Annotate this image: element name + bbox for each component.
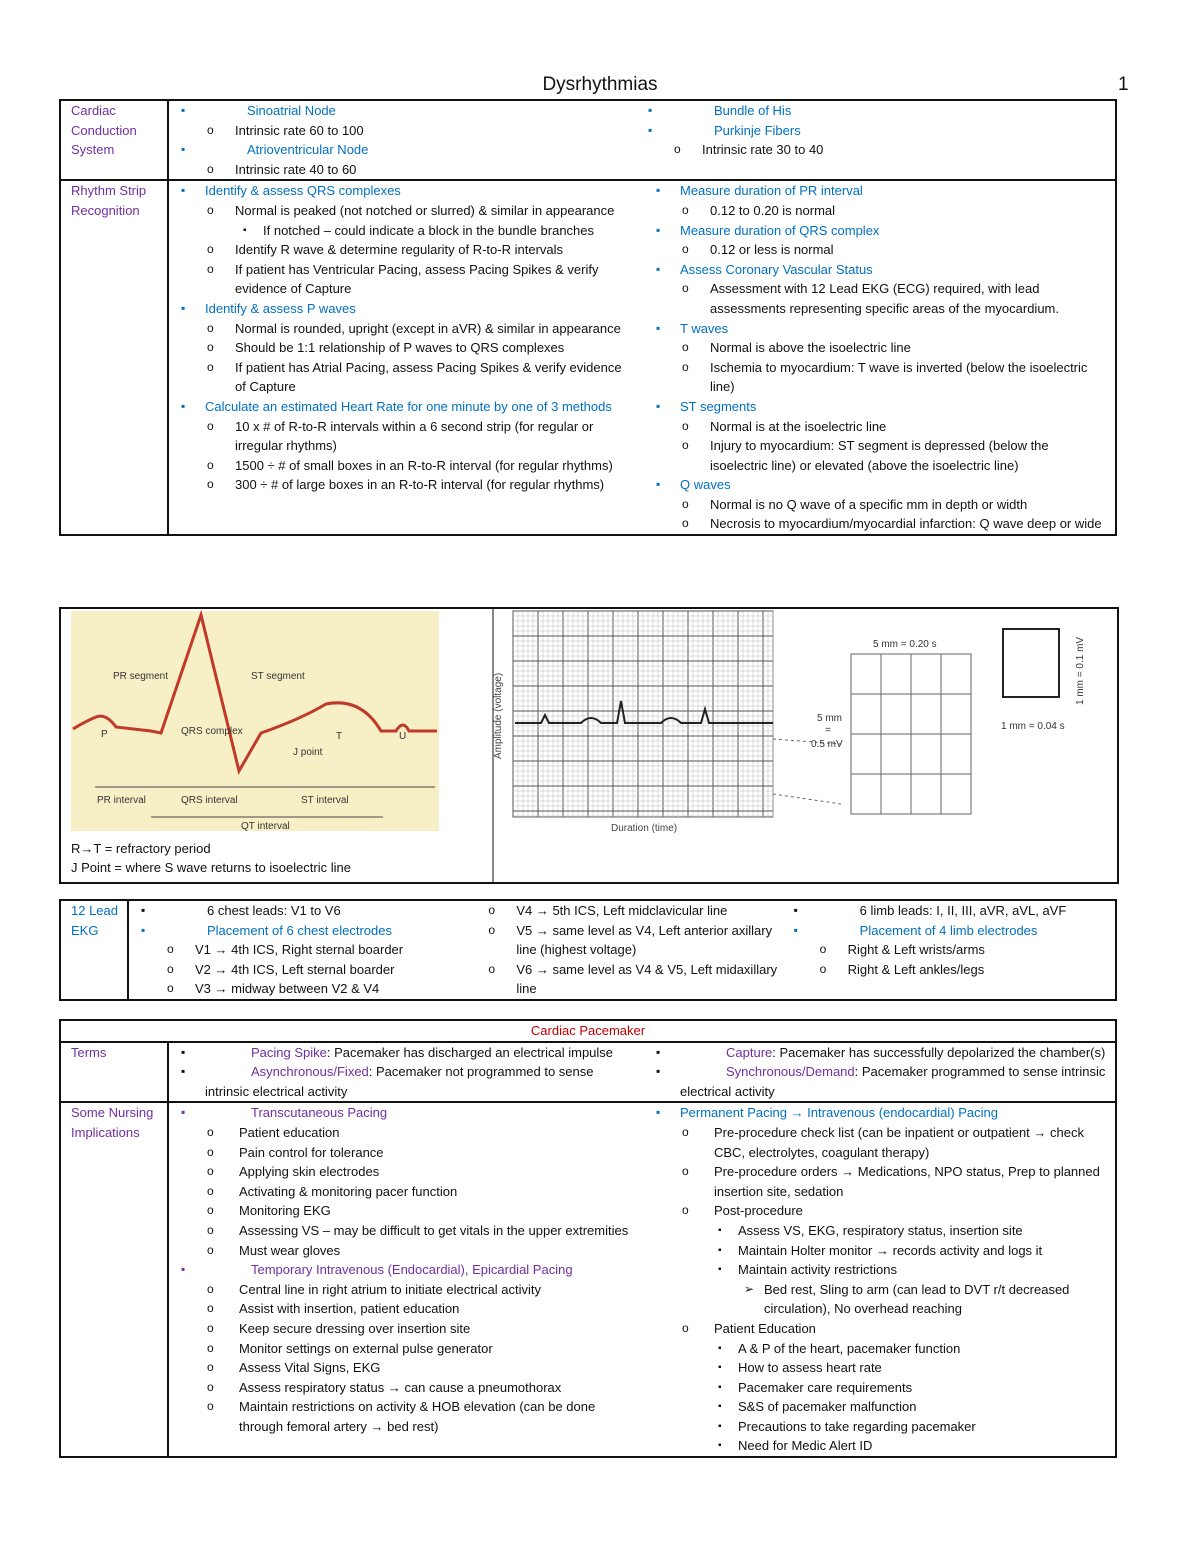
rhythm-cell <box>168 180 1116 535</box>
dysrhythmia-table <box>59 99 1117 536</box>
list-item: o Monitor settings on external pulse generator <box>175 1339 634 1359</box>
conduction-cell <box>168 100 1116 180</box>
list-item: o If patient has Atrial Pacing, assess Pacing Spikes & verify evidence of Capture <box>175 358 634 397</box>
heart-rate-heading: ▪ Calculate an estimated Heart Rate for one minute by one of 3 methods <box>175 397 634 417</box>
st-interval-label: ST interval <box>301 795 349 806</box>
list-item: ▪ Assess VS, EKG, respiratory status, insertion site <box>650 1221 1109 1241</box>
pacemaker-table <box>59 1019 1117 1458</box>
list-item: ▪ Need for Medic Alert ID <box>650 1436 1109 1456</box>
list-item: o Assess respiratory status → can cause a pneumothorax <box>175 1378 634 1398</box>
big-box-height-a: 5 mm <box>817 713 842 724</box>
av-rate: o Intrinsic rate 40 to 60 <box>175 160 642 180</box>
list-item: o Assist with insertion, patient education <box>175 1299 634 1319</box>
chest-placement: ▪ Placement of 6 chest electrodes <box>135 921 456 941</box>
v6: o V6 → same level as V4 & V5, Left midaxillary line <box>456 960 777 999</box>
list-item: o Normal is peaked (not notched or slurred) & similar in appearance <box>175 201 634 221</box>
list-item: ➢ Bed rest, Sling to arm (can lead to DVT r/t decreased circulation), No overhead reaching <box>650 1280 1109 1319</box>
bundle-of-his: ▪ Bundle of His <box>642 101 1109 121</box>
zoom-cell <box>911 654 941 694</box>
list-item: ▪ How to assess heart rate <box>650 1358 1109 1378</box>
av-node: ▪ Atrioventricular Node <box>175 140 642 160</box>
zoom-cell <box>851 734 881 774</box>
list-item: o Normal is above the isoelectric line <box>650 338 1109 358</box>
sa-rate: o Intrinsic rate 60 to 100 <box>175 121 642 141</box>
tc-heading <box>175 1103 634 1123</box>
list-item: ▪ Maintain Holter monitor → records activity and logs it <box>650 1241 1109 1261</box>
st-segment-label: ST segment <box>251 671 305 682</box>
q-wave-heading: ▪ Q waves <box>650 475 1109 495</box>
v3: o V3 → midway between V2 & V4 <box>135 979 456 999</box>
zoom-grid <box>851 654 971 814</box>
list-item: o Patient Education <box>650 1319 1109 1339</box>
list-item: o Assessment with 12 Lead EKG (ECG) required, with lead assessments representing specific areas of the myocardium. <box>650 279 1109 318</box>
twelve-lead-table <box>59 899 1117 1001</box>
conduction-header: Cardiac Conduction System <box>60 100 168 180</box>
list-item: ▪ Precautions to take regarding pacemaker <box>650 1417 1109 1437</box>
zoom-cell <box>941 734 971 774</box>
big-box-width-label: 5 mm = 0.20 s <box>873 639 937 650</box>
small-box-height-label: 1 mm = 0.1 mV <box>1075 636 1086 705</box>
zoom-cell <box>911 694 941 734</box>
list-item: o Post-procedure <box>650 1201 1109 1221</box>
zoom-cell <box>881 654 911 694</box>
term-async <box>175 1062 634 1101</box>
list-item: o Must wear gloves <box>175 1241 634 1261</box>
caption-j-point: J Point = where S wave returns to isoelectric line <box>71 860 351 875</box>
purkinje-rate: o Intrinsic rate 30 to 40 <box>642 140 1109 160</box>
x-axis-label: Duration (time) <box>611 823 678 834</box>
terms-cell <box>168 1042 1116 1103</box>
term-capture-name: Capture <box>726 1044 773 1060</box>
zoom-cell <box>911 734 941 774</box>
list-item: o Normal is rounded, upright (except in aVR) & similar in appearance <box>175 319 634 339</box>
perm-heading: ▪ Permanent Pacing → Intravenous (endocardial) Pacing <box>650 1103 1109 1123</box>
page-number: 1 <box>1118 74 1129 95</box>
list-item: o Pre-procedure orders → Medications, NPO status, Prep to planned insertion site, sedation <box>650 1162 1109 1201</box>
t-label: T <box>336 731 343 742</box>
coronary-heading: ▪ Assess Coronary Vascular Status <box>650 260 1109 280</box>
qrs-complex-label: QRS complex <box>181 726 243 737</box>
term-spike <box>175 1043 634 1063</box>
ekg-figure-svg <box>61 609 1117 882</box>
zoom-cell <box>911 774 941 814</box>
zoom-cell <box>851 774 881 814</box>
sa-node: ▪ Sinoatrial Node <box>175 101 642 121</box>
terms-header: Terms <box>60 1042 168 1103</box>
list-item: o Normal is no Q wave of a specific mm in depth or width <box>650 495 1109 515</box>
limb-placement: ▪ Placement of 4 limb electrodes <box>788 921 1109 941</box>
term-async-name: Asynchronous/Fixed <box>251 1064 369 1080</box>
caption-refractory: R→T = refractory period <box>71 841 211 856</box>
list-item: o Necrosis to myocardium/myocardial infarction: Q wave deep or wide <box>650 514 1109 534</box>
list-item: o Normal is at the isoelectric line <box>650 417 1109 437</box>
zoom-cell <box>881 694 911 734</box>
list-item: o 10 x # of R-to-R intervals within a 6 second strip (for regular or irregular rhythms) <box>175 417 634 456</box>
term-spike-def: : Pacemaker has discharged an electrical impulse <box>326 1044 614 1060</box>
list-item: o Keep secure dressing over insertion site <box>175 1319 634 1339</box>
term-async-def: : Pacemaker not programmed to sense intrinsic electrical activity <box>205 1064 594 1099</box>
list-item: o Maintain restrictions on activity & HOB elevation (can be done through femoral artery → bed rest) <box>175 1397 634 1436</box>
zoom-cell <box>881 774 911 814</box>
limb-2: o Right & Left ankles/legs <box>788 960 1109 980</box>
zoom-cell <box>851 654 881 694</box>
temp-heading <box>175 1260 634 1280</box>
list-item: o Central line in right atrium to initiate electrical activity <box>175 1280 634 1300</box>
qrs-heading: ▪ Identify & assess QRS complexes <box>175 181 634 201</box>
st-heading: ▪ ST segments <box>650 397 1109 417</box>
list-item: o 0.12 or less is normal <box>650 240 1109 260</box>
term-spike-name: Pacing Spike <box>251 1044 327 1060</box>
list-item: ▪ Pacemaker care requirements <box>650 1378 1109 1398</box>
zoom-cell <box>881 734 911 774</box>
small-box-width-label: 1 mm = 0.04 s <box>1001 721 1065 732</box>
list-item: o Assessing VS – may be difficult to get vitals in the upper extremities <box>175 1221 634 1241</box>
twelve-lead-cell <box>128 900 1116 1000</box>
limb-1: o Right & Left wrists/arms <box>788 940 1109 960</box>
page-title: Dysrhythmias <box>542 74 658 95</box>
pr-interval-label: PR interval <box>97 795 146 806</box>
zoom-cell <box>941 774 971 814</box>
zoom-cell <box>851 694 881 734</box>
p-label: P <box>101 729 108 740</box>
ekg-figure <box>59 607 1119 884</box>
zoom-cell <box>941 694 971 734</box>
list-item: o Ischemia to myocardium: T wave is inverted (below the isoelectric line) <box>650 358 1109 397</box>
p-wave-heading: ▪ Identify & assess P waves <box>175 299 634 319</box>
small-box-zoom <box>1003 629 1059 697</box>
big-box-height-b: = <box>825 725 831 736</box>
list-item: o Should be 1:1 relationship of P waves to QRS complexes <box>175 338 634 358</box>
pr-segment-label: PR segment <box>113 671 169 682</box>
list-item: o Pre-procedure check list (can be inpatient or outpatient → check CBC, electrolytes, coagulant therapy) <box>650 1123 1109 1162</box>
zoom-cell <box>941 654 971 694</box>
term-sync <box>650 1062 1109 1101</box>
nursing-header: Some Nursing Implications <box>60 1102 168 1457</box>
chest-leads: ▪ 6 chest leads: V1 to V6 <box>135 901 456 921</box>
list-item: ▪ A & P of the heart, pacemaker function <box>650 1339 1109 1359</box>
twelve-lead-header: 12 Lead EKG <box>60 900 128 1000</box>
tc-heading-text: Transcutaneous Pacing <box>251 1105 388 1121</box>
big-box-height-c: 0.5 mV <box>811 739 843 750</box>
term-capture <box>650 1043 1109 1063</box>
u-label: U <box>399 731 407 742</box>
list-item: o 300 ÷ # of large boxes in an R-to-R interval (for regular rhythms) <box>175 475 634 495</box>
qrs-interval-label: QRS interval <box>181 795 238 806</box>
term-sync-def: : Pacemaker programmed to sense intrinsic electrical activity <box>680 1064 1106 1099</box>
list-item: o Applying skin electrodes <box>175 1162 634 1182</box>
list-item: o Pain control for tolerance <box>175 1143 634 1163</box>
qt-interval-label: QT interval <box>241 821 290 832</box>
qrs-duration-heading: ▪ Measure duration of QRS complex <box>650 221 1109 241</box>
list-item: o Injury to myocardium: ST segment is depressed (below the isoelectric line) or elevated (above the isoelectric line) <box>650 436 1109 475</box>
list-item: o Patient education <box>175 1123 634 1143</box>
v2: o V2 → 4th ICS, Left sternal boarder <box>135 960 456 980</box>
pr-heading: ▪ Measure duration of PR interval <box>650 181 1109 201</box>
v1: o V1 → 4th ICS, Right sternal boarder <box>135 940 456 960</box>
list-item: ▪ If notched – could indicate a block in the bundle branches <box>175 221 634 241</box>
pacemaker-title: Cardiac Pacemaker <box>60 1020 1116 1042</box>
v4: o V4 → 5th ICS, Left midclavicular line <box>456 901 777 921</box>
v5: o V5 → same level as V4, Left anterior axillary line (highest voltage) <box>456 921 777 960</box>
term-sync-name: Synchronous/Demand <box>726 1064 855 1080</box>
temp-heading-text: Temporary Intravenous (Endocardial), Epicardial Pacing <box>251 1262 573 1278</box>
nursing-cell <box>168 1102 1116 1457</box>
zoom-connector <box>773 794 841 804</box>
j-point-label: J point <box>293 747 323 758</box>
list-item: o If patient has Ventricular Pacing, assess Pacing Spikes & verify evidence of Capture <box>175 260 634 299</box>
y-axis-label: Amplitude (voltage) <box>493 672 504 759</box>
t-wave-heading: ▪ T waves <box>650 319 1109 339</box>
list-item: ▪ Maintain activity restrictions <box>650 1260 1109 1280</box>
list-item: o Monitoring EKG <box>175 1201 634 1221</box>
list-item: o Activating & monitoring pacer function <box>175 1182 634 1202</box>
term-capture-def: : Pacemaker has successfully depolarized the chamber(s) <box>772 1044 1106 1060</box>
list-item: o Identify R wave & determine regularity of R-to-R intervals <box>175 240 634 260</box>
purkinje-fibers: ▪ Purkinje Fibers <box>642 121 1109 141</box>
rhythm-header: Rhythm Strip Recognition <box>60 180 168 535</box>
limb-leads: ▪ 6 limb leads: I, II, III, aVR, aVL, aVF <box>788 901 1109 921</box>
list-item: ▪ S&S of pacemaker malfunction <box>650 1397 1109 1417</box>
list-item: o Assess Vital Signs, EKG <box>175 1358 634 1378</box>
list-item: o 0.12 to 0.20 is normal <box>650 201 1109 221</box>
list-item: o 1500 ÷ # of small boxes in an R-to-R interval (for regular rhythms) <box>175 456 634 476</box>
